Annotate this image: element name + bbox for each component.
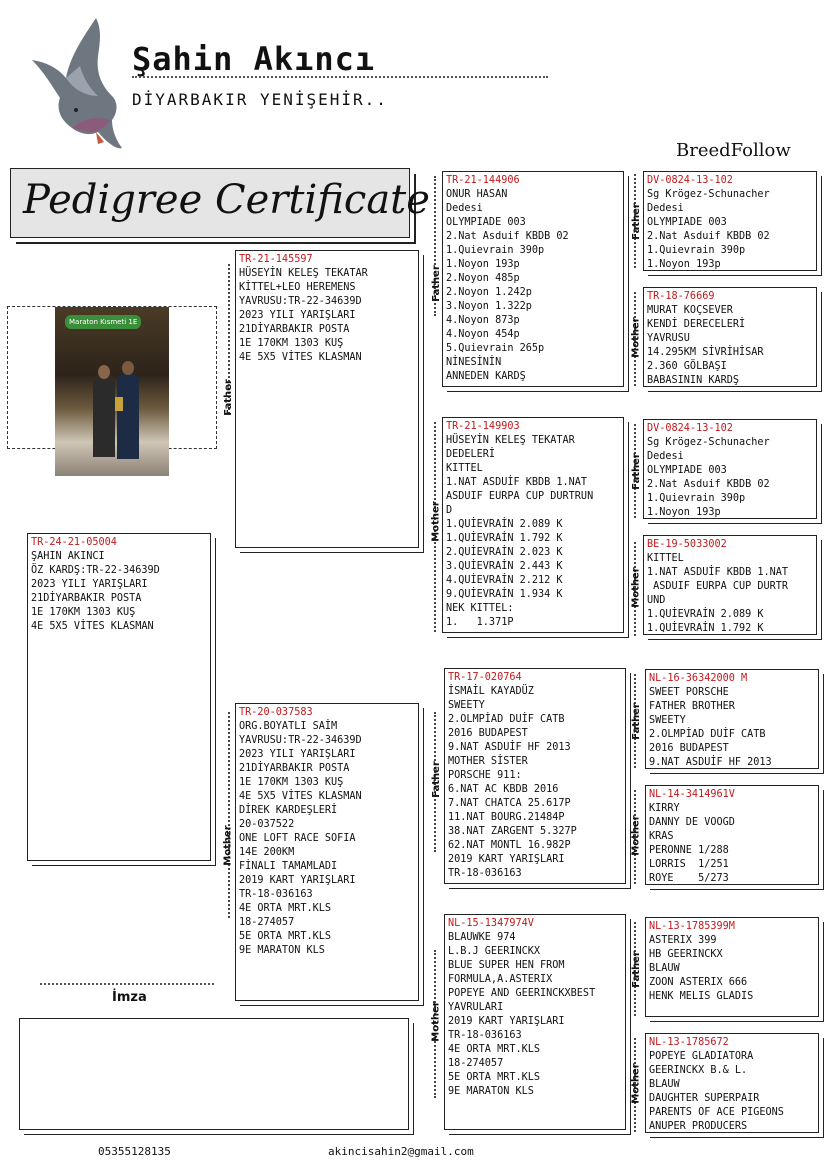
pedigree-line: OLYMPIADE 003 <box>647 465 727 476</box>
pedigree-line: 1.Quievrain 390p <box>446 245 545 256</box>
pedigree-line: 1.Quievrain 390p <box>647 493 746 504</box>
ring-number: DV-0824-13-102 <box>647 423 733 434</box>
pedigree-line: 21DİYARBAKIR POSTA <box>31 593 142 604</box>
label-father-sire: Father <box>222 379 234 416</box>
pedigree-line: 2.Nat Asduif KBDB 02 <box>647 231 770 242</box>
sire-card <box>235 250 419 548</box>
signature-label: İmza <box>112 990 147 1005</box>
pedigree-line: Dedesi <box>446 203 483 214</box>
pedigree-line: 2.OLMPİAD DUİF CATB <box>448 714 565 725</box>
label-mother-g4: Mother <box>630 567 642 608</box>
pedigree-line: ORG.BOYATLI SAİM <box>239 721 338 732</box>
label-mother-dam: Mother <box>222 825 234 866</box>
pedigree-line: 2.QUİEVRAİN 2.023 K <box>446 547 563 558</box>
pedigree-line: PARENTS OF ACE PIGEONS <box>649 1107 784 1118</box>
label-father-g3: Father <box>630 453 642 490</box>
pedigree-line: NİNESİNİN <box>446 357 502 368</box>
pedigree-line: 2023 YILI YARIŞLARI <box>239 749 356 760</box>
photo-caption: Maraton Kısmeti 1E <box>65 315 141 329</box>
ring-number: TR-24-21-05004 <box>31 537 117 548</box>
ring-number: NL-15-1347974V <box>448 918 534 929</box>
granddam-father-card <box>444 668 626 884</box>
dam-card <box>235 703 419 1001</box>
pedigree-line: 3.QUİEVRAİN 2.443 K <box>446 561 563 572</box>
label-mother-g2: Mother <box>630 317 642 358</box>
pedigree-line: HÜSEYİN KELEŞ TEKATAR <box>446 435 575 446</box>
pedigree-line: ONUR HASAN <box>446 189 508 200</box>
pedigree-line: KENDİ DERECELERİ <box>647 319 746 330</box>
owner-underline <box>132 76 548 78</box>
pedigree-line: 14E 200KM <box>239 847 295 858</box>
pedigree-line: 9.NAT ASDUİF HF 2013 <box>649 757 772 768</box>
pedigree-line: 1.Noyon 193p <box>647 507 721 518</box>
pedigree-line: 2016 BUDAPEST <box>649 743 729 754</box>
owner-photo <box>55 307 169 476</box>
pedigree-line: 1.QUİEVRAİN 2.089 K <box>446 519 563 530</box>
pedigree-line: 1.NAT ASDUİF KBDB 1.NAT <box>647 567 789 578</box>
footer-phone: 05355128135 <box>98 1145 171 1158</box>
pedigree-line: ZOON ASTERIX 666 <box>649 977 748 988</box>
pedigree-line: POPEYE GLADIATORA <box>649 1051 754 1062</box>
pedigree-line: TR-18-036163 <box>448 1030 522 1041</box>
gg-card-1 <box>643 171 817 271</box>
pedigree-line: SWEETY <box>448 700 485 711</box>
pedigree-line: DAUGHTER SUPERPAIR <box>649 1093 760 1104</box>
granddam-mother-card <box>444 914 626 1130</box>
pedigree-line: LORRIS 1/251 <box>649 859 729 870</box>
pedigree-line: 1E 170KM 1303 KUŞ <box>239 338 344 349</box>
pedigree-line: YAVRULARI <box>448 1002 504 1013</box>
pedigree-line: DANNY DE VOOGD <box>649 817 735 828</box>
label-mother-gsire: Mother <box>430 501 442 542</box>
ring-number: NL-16-36342000 M <box>649 673 748 684</box>
pedigree-line: 1.Noyon 193p <box>647 259 721 270</box>
pedigree-line: Dedesi <box>647 451 684 462</box>
pedigree-line: 2019 KART YARIŞLARI <box>239 875 356 886</box>
pedigree-line: 4E 5X5 VİTES KLASMAN <box>239 791 362 802</box>
pedigree-line: TR-18-036163 <box>448 868 522 879</box>
pedigree-line: 11.NAT BOURG.21484P <box>448 812 565 823</box>
pedigree-line: UND <box>647 595 666 606</box>
pedigree-line: 2016 BUDAPEST <box>448 728 528 739</box>
pedigree-line: 4E 5X5 VİTES KLASMAN <box>239 352 362 363</box>
pedigree-line: OLYMPIADE 003 <box>446 217 526 228</box>
pedigree-line: SWEET PORSCHE <box>649 687 729 698</box>
pedigree-line: Sg Krögez-Schunacher <box>647 437 770 448</box>
owner-name: Şahin Akıncı <box>132 40 376 78</box>
pedigree-line: 6.NAT AC KBDB 2016 <box>448 784 559 795</box>
pedigree-line: FİNALI TAMAMLADI <box>239 861 338 872</box>
pedigree-line: BLAUWKE 974 <box>448 932 516 943</box>
pedigree-line: ŞAHIN AKINCI <box>31 551 105 562</box>
pedigree-line: 2019 KART YARIŞLARI <box>448 854 565 865</box>
pedigree-line: 4.QUİEVRAİN 2.212 K <box>446 575 563 586</box>
pedigree-line: 18-274057 <box>239 917 295 928</box>
pedigree-line: MOTHER SİSTER <box>448 756 528 767</box>
pedigree-line: 2.Nat Asduif KBDB 02 <box>446 231 569 242</box>
pedigree-line: 1.QUİEVRAİN 1.792 K <box>647 623 764 634</box>
pedigree-line: 2.Noyon 1.242p <box>446 287 532 298</box>
pedigree-line: TR-18-036163 <box>239 889 313 900</box>
pedigree-line: KİTTEL+LEO HEREMENS <box>239 282 356 293</box>
label-mother-gdam: Mother <box>430 1001 442 1042</box>
pedigree-line: ONE LOFT RACE SOFIA <box>239 833 356 844</box>
ring-number: TR-17-020764 <box>448 672 522 683</box>
pedigree-line: 4E 5X5 VİTES KLASMAN <box>31 621 154 632</box>
pedigree-line: Dedesi <box>647 203 684 214</box>
pedigree-line: BLAUW <box>649 1079 680 1090</box>
pedigree-line: GEERINCKX B.& L. <box>649 1065 748 1076</box>
pedigree-line: 2.Nat Asduif KBDB 02 <box>647 479 770 490</box>
label-father-gdam: Father <box>430 761 442 798</box>
pedigree-line: BABASININ KARDŞ <box>647 375 740 386</box>
pedigree-line: ASDUIF EURPA CUP DURTR <box>647 581 789 592</box>
label-mother-g8: Mother <box>630 1063 642 1104</box>
pedigree-line: ASTERIX 399 <box>649 935 717 946</box>
ring-number: TR-21-145597 <box>239 254 313 265</box>
pedigree-line: DİREK KARDEŞLERİ <box>239 805 338 816</box>
pedigree-line: 21DİYARBAKIR POSTA <box>239 763 350 774</box>
pedigree-line: OLYMPIADE 003 <box>647 217 727 228</box>
pedigree-line: YAVRUSU <box>647 333 690 344</box>
label-father-g1: Father <box>630 203 642 240</box>
pedigree-line: YAVRUSU:TR-22-34639D <box>239 296 362 307</box>
pedigree-line: POPEYE AND GEERINCKXBEST <box>448 988 596 999</box>
pedigree-line: 18-274057 <box>448 1058 504 1069</box>
pedigree-line: BLUE SUPER HEN FROM <box>448 960 565 971</box>
ring-number: NL-13-1785399M <box>649 921 735 932</box>
gg-card-8 <box>645 1033 819 1133</box>
ring-number: DV-0824-13-102 <box>647 175 733 186</box>
pedigree-line: 2019 KART YARIŞLARI <box>448 1016 565 1027</box>
pedigree-line: 1. 1.371P <box>446 617 514 628</box>
pedigree-line: 5E ORTA MRT.KLS <box>448 1072 541 1083</box>
pedigree-line: YAVRUSU:TR-22-34639D <box>239 735 362 746</box>
label-father-g5: Father <box>630 703 642 740</box>
label-father-gsire: Father <box>430 265 442 302</box>
pedigree-line: PORSCHE 911: <box>448 770 522 781</box>
pedigree-line: Sg Krögez-Schunacher <box>647 189 770 200</box>
subject-card <box>27 533 211 861</box>
pedigree-line: PERONNE 1/288 <box>649 845 729 856</box>
pedigree-line: 14.295KM SİVRİHİSAR <box>647 347 764 358</box>
pedigree-line: 9.QUİEVRAİN 1.934 K <box>446 589 563 600</box>
label-mother-g6: Mother <box>630 815 642 856</box>
certificate-title-box <box>10 168 430 238</box>
pedigree-line: 1.NAT ASDUİF KBDB 1.NAT <box>446 477 588 488</box>
pedigree-line: 7.NAT CHATCA 25.617P <box>448 798 571 809</box>
pedigree-line: 1.QUİEVRAİN 1.792 K <box>446 533 563 544</box>
pedigree-line: 2023 YILI YARIŞLARI <box>239 310 356 321</box>
pedigree-line: KITTEL <box>446 463 483 474</box>
pedigree-line: ANUPER PRODUCERS <box>649 1121 748 1132</box>
gg-card-2 <box>643 287 817 387</box>
ring-number: NL-14-3414961V <box>649 789 735 800</box>
pedigree-line: 3.Noyon 1.322p <box>446 301 532 312</box>
pedigree-line: 1.Noyon 193p <box>446 259 520 270</box>
pedigree-line: D <box>446 505 453 516</box>
pedigree-line: NEK KITTEL: <box>446 603 514 614</box>
pedigree-line: 21DİYARBAKIR POSTA <box>239 324 350 335</box>
pedigree-line: 2.360 GÖLBAŞI <box>647 361 727 372</box>
ring-number: TR-21-144906 <box>446 175 520 186</box>
ring-number: TR-18-76669 <box>647 291 715 302</box>
connector-mother <box>228 712 230 918</box>
pedigree-line: 62.NAT MONTL 16.982P <box>448 840 571 851</box>
pedigree-line: 2.Noyon 485p <box>446 273 520 284</box>
pedigree-line: HENK MELIS GLADIS <box>649 991 754 1002</box>
grandsire-father-card <box>442 171 624 387</box>
gg-card-7 <box>645 917 819 1017</box>
pedigree-line: ANNEDEN KARDŞ <box>446 371 526 382</box>
pedigree-line: 4E ORTA MRT.KLS <box>448 1044 541 1055</box>
pedigree-line: 1E 170KM 1303 KUŞ <box>239 777 344 788</box>
pedigree-line: ASDUIF EURPA CUP DURTRUN <box>446 491 594 502</box>
pedigree-line: 9.NAT ASDUİF HF 2013 <box>448 742 571 753</box>
pedigree-line: 38.NAT ZARGENT 5.327P <box>448 826 577 837</box>
pedigree-line: KITTEL <box>647 553 684 564</box>
pigeon-icon <box>26 16 124 151</box>
pedigree-line: BLAUW <box>649 963 680 974</box>
footer-email: akincisahin2@gmail.com <box>328 1145 474 1158</box>
pedigree-line: MURAT KOÇSEVER <box>647 305 733 316</box>
pedigree-line: HÜSEYİN KELEŞ TEKATAR <box>239 268 368 279</box>
gg-card-4 <box>643 535 817 635</box>
pedigree-line: 9E MARATON KLS <box>239 945 325 956</box>
pedigree-line: 2023 YILI YARIŞLARI <box>31 579 148 590</box>
pedigree-line: 5.Quievrain 265p <box>446 343 545 354</box>
pedigree-line: 1.Quievrain 390p <box>647 245 746 256</box>
pedigree-line: 1E 170KM 1303 KUŞ <box>31 607 136 618</box>
pedigree-line: 20-037522 <box>239 819 295 830</box>
gg-card-6 <box>645 785 819 885</box>
pedigree-line: FORMULA,A.ASTERIX <box>448 974 553 985</box>
pedigree-line: FATHER BROTHER <box>649 701 735 712</box>
pedigree-line: ÖZ KARDŞ:TR-22-34639D <box>31 565 160 576</box>
pedigree-line: 4.Noyon 454p <box>446 329 520 340</box>
label-father-g7: Father <box>630 951 642 988</box>
ring-number: NL-13-1785672 <box>649 1037 729 1048</box>
pedigree-line: İSMAİL KAYADÜZ <box>448 686 534 697</box>
pedigree-line: ROYE 5/273 <box>649 873 729 884</box>
pedigree-line: 1.QUİEVRAİN 2.089 K <box>647 609 764 620</box>
pedigree-line: HB GEERINCKX <box>649 949 723 960</box>
owner-city: DİYARBAKIR YENİŞEHİR.. <box>132 90 388 109</box>
pedigree-line: 9E MARATON KLS <box>448 1086 534 1097</box>
signature-box <box>19 1018 409 1130</box>
pedigree-line: 5E ORTA MRT.KLS <box>239 931 332 942</box>
ring-number: BE-19-5033002 <box>647 539 727 550</box>
pedigree-line: 4E ORTA MRT.KLS <box>239 903 332 914</box>
pedigree-line: 4.Noyon 873p <box>446 315 520 326</box>
gg-card-3 <box>643 419 817 519</box>
pedigree-line: 2.OLMPİAD DUİF CATB <box>649 729 766 740</box>
pedigree-line: DEDELERİ <box>446 449 496 460</box>
signature-dotted-line <box>40 983 214 985</box>
grandsire-mother-card <box>442 417 624 633</box>
certificate-title: Pedigree Certificate <box>23 177 430 223</box>
pedigree-line: L.B.J GEERINCKX <box>448 946 541 957</box>
pedigree-line: KRAS <box>649 831 674 842</box>
brand-name: BreedFollow <box>676 140 791 161</box>
gg-card-5 <box>645 669 819 769</box>
pedigree-line: SWEETY <box>649 715 686 726</box>
pedigree-line: KIRRY <box>649 803 680 814</box>
ring-number: TR-21-149903 <box>446 421 520 432</box>
ring-number: TR-20-037583 <box>239 707 313 718</box>
